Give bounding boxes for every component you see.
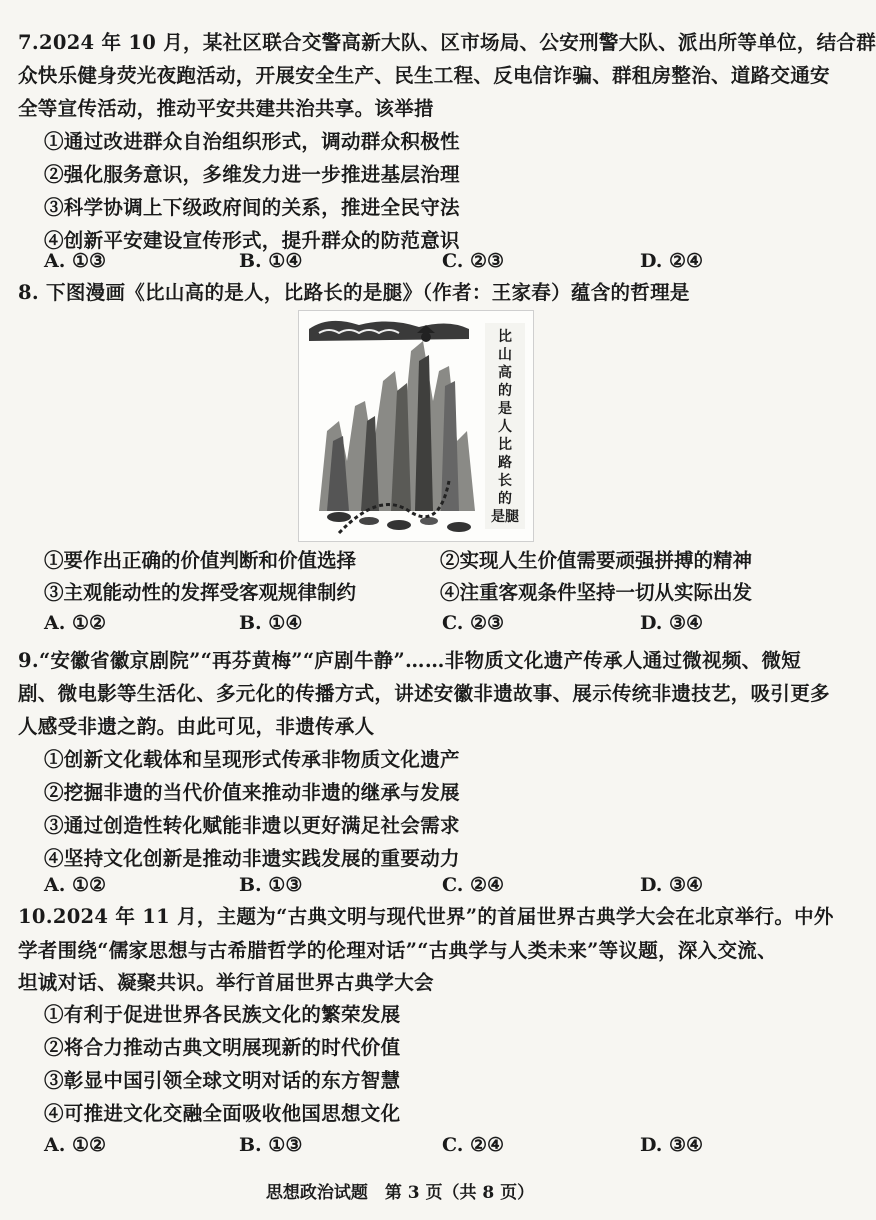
q9-item-1: ①创新文化载体和呈现形式传承非物质文化遗产 bbox=[44, 748, 460, 771]
cartoon-caption-char: 人 bbox=[498, 419, 512, 435]
cartoon-drawing bbox=[299, 311, 533, 541]
q8-option-a[interactable]: A. ①② bbox=[44, 612, 107, 634]
q9-option-c[interactable]: C. ②④ bbox=[442, 874, 505, 896]
q9-options bbox=[44, 874, 784, 900]
q8-item-3: ③主观能动性的发挥受客观规律制约 bbox=[44, 581, 357, 604]
q10-item-2: ②将合力推动古典文明展现新的时代价值 bbox=[44, 1036, 401, 1059]
q10-stem-line-1: 10.2024 年 11 月，主题为“古典文明与现代世界”的首届世界古典学大会在北京举行。中外 bbox=[18, 905, 834, 928]
q9-item-4: ④坚持文化创新是推动非遗实践发展的重要动力 bbox=[44, 847, 460, 870]
q9-option-b[interactable]: B. ①③ bbox=[239, 874, 303, 896]
q7-stem-line-3: 全等宣传活动，推动平安共建共治共享。该举措 bbox=[18, 97, 434, 120]
cartoon-caption-char: 山 bbox=[498, 347, 512, 363]
cartoon-caption-char: 路 bbox=[498, 455, 512, 471]
q9-stem-line-3: 人感受非遗之韵。由此可见，非遗传承人 bbox=[18, 715, 375, 738]
cartoon-caption-char: 长 bbox=[498, 473, 512, 489]
q7-item-2: ②强化服务意识，多维发力进一步推进基层治理 bbox=[44, 163, 460, 186]
cartoon-caption-char: 高 bbox=[498, 365, 512, 381]
q8-option-c[interactable]: C. ②③ bbox=[442, 612, 505, 634]
q7-item-3: ③科学协调上下级政府间的关系，推进全民守法 bbox=[44, 196, 460, 219]
q9-option-a[interactable]: A. ①② bbox=[44, 874, 107, 896]
q9-item-2: ②挖掘非遗的当代价值来推动非遗的继承与发展 bbox=[44, 781, 460, 804]
q7-options bbox=[44, 250, 784, 276]
cartoon-caption-char: 的 bbox=[498, 491, 512, 507]
q10-item-4: ④可推进文化交融全面吸收他国思想文化 bbox=[44, 1102, 401, 1125]
cartoon-caption-char: 比 bbox=[498, 329, 512, 345]
q8-item-2: ②实现人生价值需要顽强拼搏的精神 bbox=[440, 549, 753, 572]
cartoon-caption-char: 是 bbox=[498, 401, 512, 417]
q9-stem-line-2: 剧、微电影等生活化、多元化的传播方式，讲述安徽非遗故事、展示传统非遗技艺，吸引更多 bbox=[18, 682, 830, 705]
page-footer: 思想政治试题 第 3 页（共 8 页） bbox=[265, 1183, 535, 1203]
q9-item-3: ③通过创造性转化赋能非遗以更好满足社会需求 bbox=[44, 814, 460, 837]
q10-option-a[interactable]: A. ①② bbox=[44, 1134, 107, 1156]
cartoon-caption-char: 比 bbox=[498, 437, 512, 453]
q10-option-c[interactable]: C. ②④ bbox=[442, 1134, 505, 1156]
q8-item-1: ①要作出正确的价值判断和价值选择 bbox=[44, 549, 357, 572]
q9-stem-line-1: 9.“安徽省徽京剧院”“再芬黄梅”“庐剧牛静”……非物质文化遗产传承人通过微视频、微短 bbox=[18, 649, 802, 672]
q8-option-d[interactable]: D. ③④ bbox=[640, 612, 704, 634]
q10-stem-line-2: 学者围绕“儒家思想与古希腊哲学的伦理对话”“古典学与人类未来”等议题，深入交流、 bbox=[18, 939, 777, 962]
cartoon-caption-char: 是腿 bbox=[491, 509, 519, 525]
q7-option-d[interactable]: D. ②④ bbox=[640, 250, 704, 272]
q7-option-b[interactable]: B. ①④ bbox=[239, 250, 303, 272]
q7-stem-line-2: 众快乐健身荧光夜跑活动，开展安全生产、民生工程、反电信诈骗、群租房整治、道路交通安 bbox=[18, 64, 830, 87]
q8-item-4: ④注重客观条件坚持一切从实际出发 bbox=[440, 581, 753, 604]
q10-option-b[interactable]: B. ①③ bbox=[239, 1134, 303, 1156]
q7-item-4: ④创新平安建设宣传形式，提升群众的防范意识 bbox=[44, 229, 460, 252]
q9-option-d[interactable]: D. ③④ bbox=[640, 874, 704, 896]
q7-stem-line-1: 7.2024 年 10 月，某社区联合交警高新大队、区市场局、公安刑警大队、派出所等单位，结合群 bbox=[18, 31, 876, 54]
q7-option-c[interactable]: C. ②③ bbox=[442, 250, 505, 272]
cartoon-caption-char: 的 bbox=[498, 383, 512, 399]
cartoon-image bbox=[298, 310, 534, 542]
q10-item-3: ③彰显中国引领全球文明对话的东方智慧 bbox=[44, 1069, 401, 1092]
q7-option-a[interactable]: A. ①③ bbox=[44, 250, 107, 272]
q8-option-b[interactable]: B. ①④ bbox=[239, 612, 303, 634]
q7-item-1: ①通过改进群众自治组织形式，调动群众积极性 bbox=[44, 130, 460, 153]
q10-stem-line-3: 坦诚对话、凝聚共识。举行首届世界古典学大会 bbox=[18, 971, 434, 994]
q10-options bbox=[44, 1134, 784, 1160]
q8-stem: 8. 下图漫画《比山高的是人，比路长的是腿》（作者：王家春）蕴含的哲理是 bbox=[18, 281, 690, 304]
q10-option-d[interactable]: D. ③④ bbox=[640, 1134, 704, 1156]
q8-options bbox=[44, 612, 784, 638]
q10-item-1: ①有利于促进世界各民族文化的繁荣发展 bbox=[44, 1003, 401, 1026]
